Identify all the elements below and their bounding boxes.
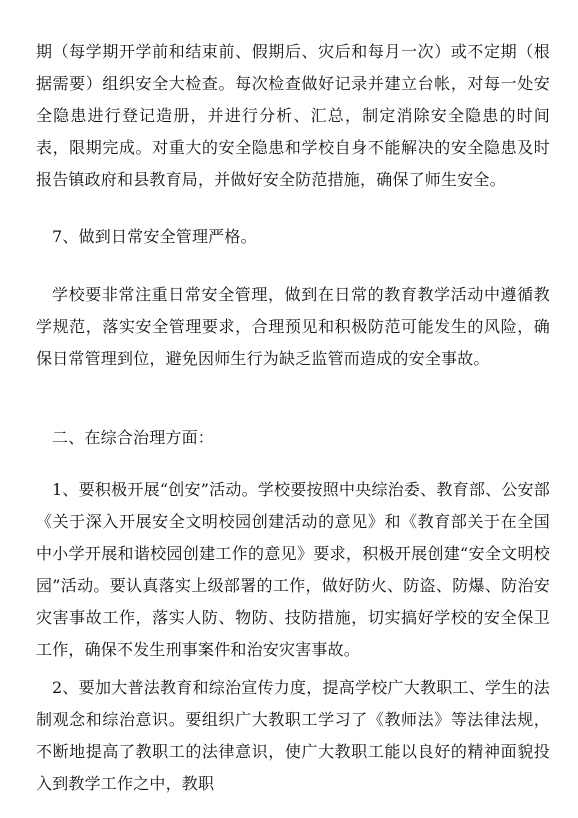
paragraph-chuangan: 1、要积极开展“创安”活动。学校要按照中央综治委、教育部、公安部《关于深入开展安全文明校园创建活动的意见》和《教育部关于在全国中小学开展和谐校园创建工作的意见》要求，积极开展创建“安全文明校园”活动。要认真落实上级部署的工作，做好防火、防盗、防爆、防治安灾害事故工作，落实人防、物防、技防措施，切实搞好学校的安全保卫工作，确保不发生刑事案件和治安灾害事故。 [36, 480, 550, 659]
paragraph-inspection: 期（每学期开学前和结束前、假期后、灾后和每月一次）或不定期（根据需要）组织安全大检查。每次检查做好记录并建立台帐，对每一处安全隐患进行登记造册，并进行分析、汇总，制定消除安全隐患的时间表，限期完成。对重大的安全隐患和学校自身不能解决的安全隐患及时报告镇政府和县教育局，并做好安全防范措施，确保了师生安全。 [36, 42, 550, 189]
heading-item-7: 7、做到日常安全管理严格。 [52, 227, 257, 246]
section-heading-2: 二、在综合治理方面： [52, 428, 215, 447]
paragraph-legal-education: 2、要加大普法教育和综治宣传力度，提高学校广大教职工、学生的法制观念和综治意识。要组织广大教职工学习了《教师法》等法律法规，不断地提高了教职工的法律意识，使广大教职工能以良好的精神面貌投入到教学工作之中，教职 [36, 678, 550, 793]
paragraph-daily-management: 学校要非常注重日常安全管理，做到在日常的教育教学活动中遵循教学规范，落实安全管理要求，合理预见和积极防范可能发生的风险，确保日常管理到位，避免因师生行为缺乏监管而造成的安全事故。 [36, 285, 550, 368]
